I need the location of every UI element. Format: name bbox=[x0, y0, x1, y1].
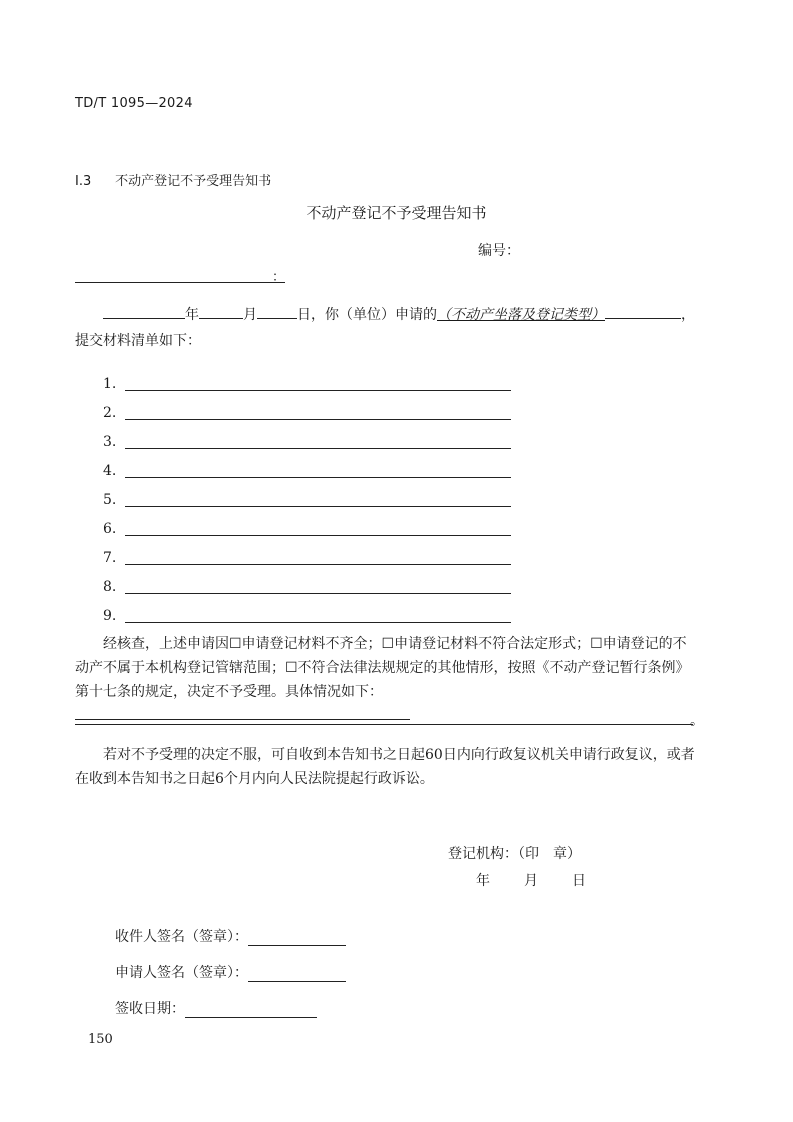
month-blank[interactable] bbox=[199, 304, 243, 319]
item-number: 3. bbox=[103, 434, 117, 450]
intro-comma: ， bbox=[681, 307, 695, 323]
month-label: 月 bbox=[243, 307, 257, 323]
item-blank[interactable] bbox=[125, 434, 511, 449]
item-blank[interactable] bbox=[125, 463, 511, 478]
addressee-colon: ： bbox=[272, 270, 286, 285]
year-blank[interactable] bbox=[103, 304, 185, 319]
materials-list bbox=[103, 376, 511, 637]
item-blank[interactable] bbox=[125, 521, 511, 536]
list-item bbox=[103, 579, 511, 608]
issue-month-label: 月 bbox=[524, 873, 538, 889]
list-item bbox=[103, 376, 511, 405]
addressee-blank[interactable] bbox=[75, 282, 285, 283]
applicant-signature-row bbox=[115, 962, 346, 982]
appeal-paragraph: 若对不予受理的决定不服，可自收到本告知书之日起60日内向行政复议机关申请行政复议，或者在收到本告知书之日起6个月内向人民法院提起行政诉讼。 bbox=[75, 747, 695, 787]
section-title: 不动产登记不予受理告知书 bbox=[115, 174, 272, 189]
recipient-signature-row bbox=[115, 926, 346, 946]
recipient-signature-label: 收件人签名（签章）： bbox=[115, 929, 248, 945]
year-label: 年 bbox=[185, 307, 199, 323]
form-title: 不动产登记不予受理告知书 bbox=[306, 204, 487, 222]
list-item bbox=[103, 405, 511, 434]
form-number-label: 编号： bbox=[478, 243, 520, 259]
list-item bbox=[103, 492, 511, 521]
item-number: 4. bbox=[103, 463, 117, 479]
document-code: TD/T 1095—2024 bbox=[75, 96, 193, 111]
applicant-signature-label: 申请人签名（签章）： bbox=[115, 965, 248, 981]
materials-intro: 提交材料清单如下： bbox=[75, 333, 201, 349]
item-number: 9. bbox=[103, 608, 117, 624]
property-blank[interactable] bbox=[605, 304, 681, 319]
list-item bbox=[103, 434, 511, 463]
review-text: 经核查，上述申请因☐申请登记材料不齐全；☐申请登记材料不符合法定形式；☐申请登记的不动产不属于本机构登记管辖范围；☐不符合法律法规规定的其他情形，按照《不动产登记暂行条例》第十七条的规定，决定不予受理。具体情况如下： bbox=[75, 636, 690, 700]
item-number: 5. bbox=[103, 492, 117, 508]
list-item bbox=[103, 463, 511, 492]
item-number: 2. bbox=[103, 405, 117, 421]
issue-year-label: 年 bbox=[476, 873, 490, 889]
details-blank-line[interactable] bbox=[75, 724, 693, 725]
item-number: 6. bbox=[103, 521, 117, 537]
item-blank[interactable] bbox=[125, 608, 511, 623]
receipt-date-row bbox=[115, 998, 317, 1018]
day-blank[interactable] bbox=[257, 304, 297, 319]
review-paragraph bbox=[75, 632, 700, 728]
recipient-signature-blank[interactable] bbox=[248, 931, 346, 946]
item-blank[interactable] bbox=[125, 405, 511, 420]
section-heading bbox=[75, 170, 271, 189]
list-item bbox=[103, 521, 511, 550]
receipt-date-blank[interactable] bbox=[185, 1003, 317, 1018]
item-number: 7. bbox=[103, 550, 117, 566]
details-blank[interactable] bbox=[75, 705, 410, 720]
issue-day-label: 日 bbox=[572, 873, 586, 889]
list-item bbox=[103, 550, 511, 579]
details-period: 。 bbox=[690, 713, 704, 729]
agency-seal-label: 登记机构：（印 章） bbox=[448, 846, 581, 862]
item-number: 1. bbox=[103, 376, 117, 392]
issue-date bbox=[476, 870, 586, 890]
item-blank[interactable] bbox=[125, 492, 511, 507]
day-applied-label: 日，你（单位）申请的 bbox=[297, 307, 437, 323]
applicant-signature-blank[interactable] bbox=[248, 967, 346, 982]
receipt-date-label: 签收日期： bbox=[115, 1001, 185, 1017]
property-placeholder: （不动产坐落及登记类型） bbox=[437, 307, 605, 323]
item-blank[interactable] bbox=[125, 550, 511, 565]
item-blank[interactable] bbox=[125, 579, 511, 594]
item-number: 8. bbox=[103, 579, 117, 595]
intro-paragraph bbox=[75, 302, 700, 354]
page-number: 150 bbox=[88, 1032, 113, 1047]
section-number: I.3 bbox=[75, 174, 92, 189]
item-blank[interactable] bbox=[125, 376, 511, 391]
